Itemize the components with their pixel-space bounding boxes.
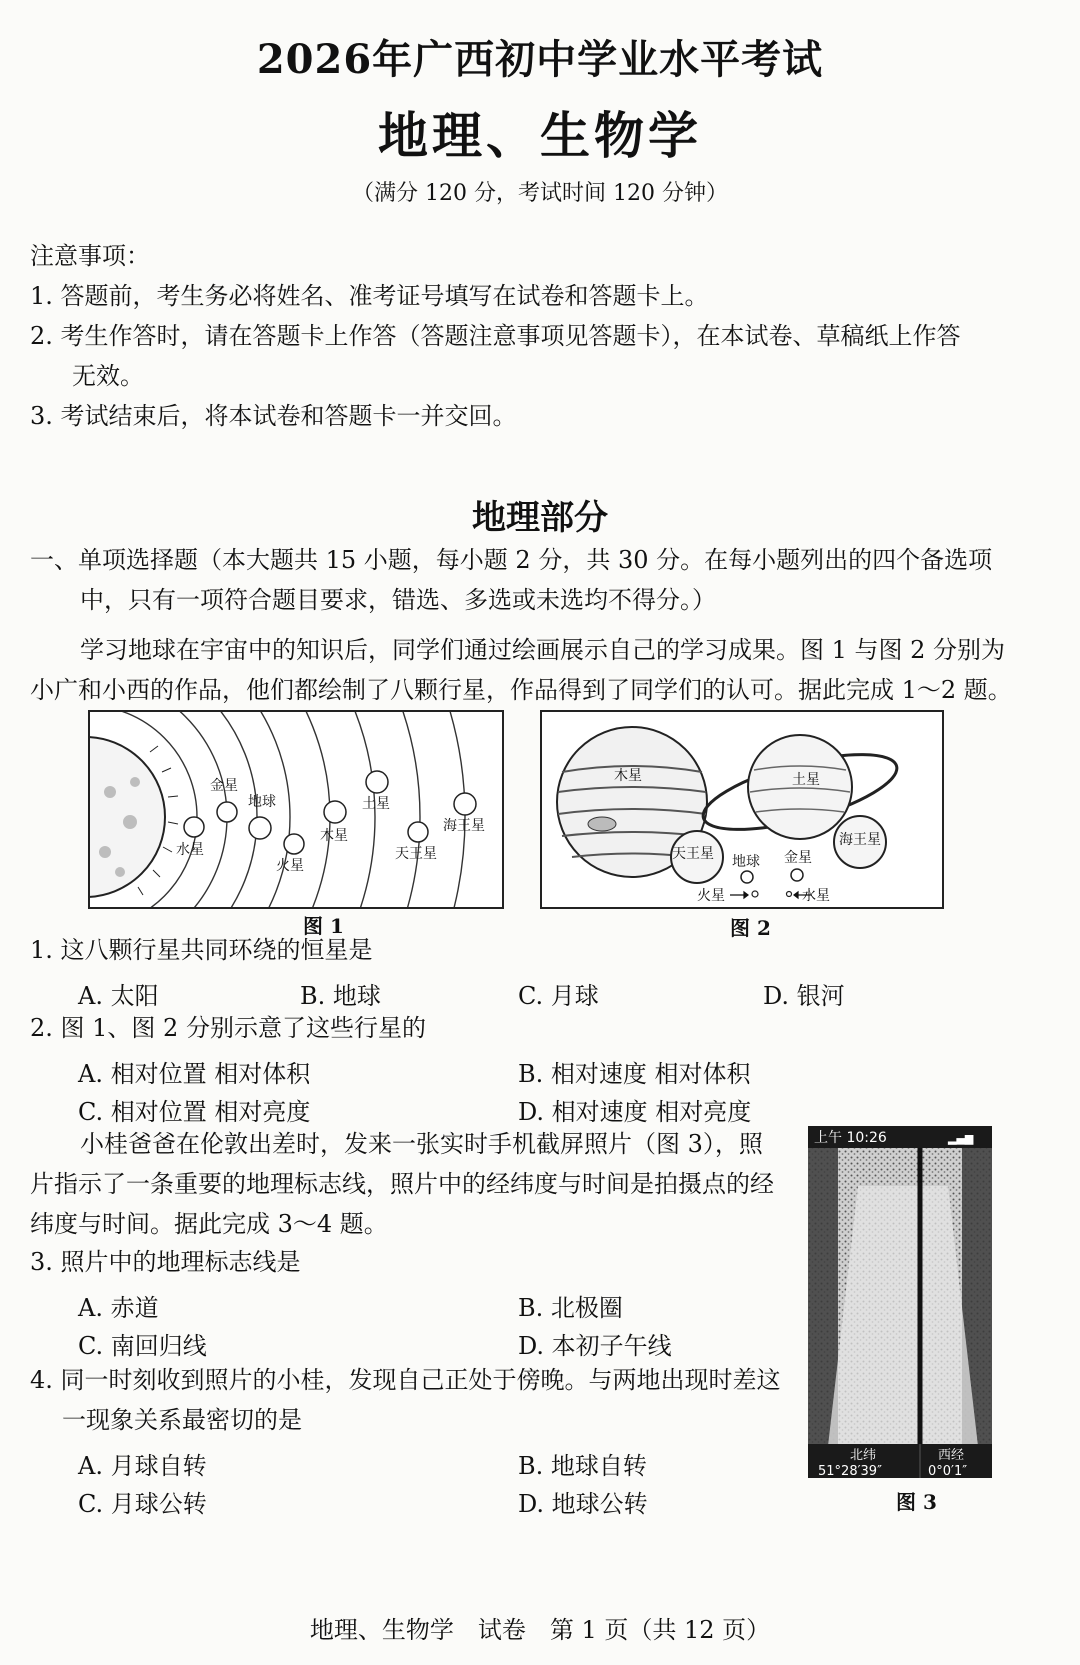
label-saturn: 土星 xyxy=(362,796,390,812)
q3-option-c: C. 南回归线 xyxy=(78,1332,207,1360)
planet-uranus xyxy=(408,822,428,842)
label-jupiter: 木星 xyxy=(320,828,348,844)
label2-mars: 火星 xyxy=(697,888,725,904)
intro2-line-3: 纬度与时间。据此完成 3～4 题。 xyxy=(30,1210,388,1238)
label2-venus: 金星 xyxy=(784,850,812,866)
q1-option-c: C. 月球 xyxy=(518,982,599,1010)
q2-option-a: A. 相对位置 相对体积 xyxy=(78,1060,311,1088)
figure-2 xyxy=(540,710,944,909)
figure-3-caption: 图 3 xyxy=(896,1490,937,1514)
lat-label: 北纬 xyxy=(850,1448,877,1463)
label-mercury: 水星 xyxy=(176,842,204,858)
section-title: 地理部分 xyxy=(472,498,608,538)
notice-item-1: 1. 答题前，考生务必将姓名、准考证号填写在试卷和答题卡上。 xyxy=(30,282,709,310)
q4-option-c: C. 月球公转 xyxy=(78,1490,207,1518)
svg-text:▂▄▆: ▂▄▆ xyxy=(948,1132,974,1145)
q4-option-a: A. 月球自转 xyxy=(78,1452,207,1480)
notice-item-3: 3. 考试结束后，将本试卷和答题卡一并交回。 xyxy=(30,402,517,430)
figure-3-photo xyxy=(808,1126,992,1478)
figure-3-drawing xyxy=(808,1126,992,1478)
figure-2-caption: 图 2 xyxy=(730,916,771,940)
planet-jupiter xyxy=(324,801,346,823)
q1-option-b: B. 地球 xyxy=(300,982,381,1010)
phone-time: 上午 10:26 xyxy=(814,1130,887,1146)
planet-venus xyxy=(217,802,237,822)
small-venus xyxy=(791,869,803,881)
planet-earth xyxy=(249,817,271,839)
label-earth: 地球 xyxy=(248,794,276,810)
q1-option-d: D. 银河 xyxy=(763,982,845,1010)
planet-saturn xyxy=(366,771,388,793)
q2-option-d: D. 相对速度 相对亮度 xyxy=(518,1098,752,1126)
lat-value: 51°28′39″ xyxy=(818,1464,882,1478)
q3-option-b: B. 北极圈 xyxy=(518,1294,623,1322)
planet-neptune xyxy=(454,793,476,815)
part1-line-1: 一、单项选择题（本大题共 15 小题，每小题 2 分，共 30 分。在每小题列出的四个备选项 xyxy=(30,546,993,574)
q1-stem: 1. 这八颗行星共同环绕的恒星是 xyxy=(30,936,373,964)
intro2-line-2: 片指示了一条重要的地理标志线，照片中的经纬度与时间是拍摄点的经 xyxy=(30,1170,774,1198)
small-mars xyxy=(752,891,758,897)
intro2-line-1: 小桂爸爸在伦敦出差时，发来一张实时手机截屏照片（图 3），照 xyxy=(80,1130,763,1158)
label-venus: 金星 xyxy=(210,778,238,794)
subject-title: 地理、生物学 xyxy=(378,107,702,165)
label2-neptune: 海王星 xyxy=(839,832,881,848)
intro1-line-2: 小广和小西的作品，他们都绘制了八颗行星，作品得到了同学们的认可。据此完成 1～2 题。 xyxy=(30,676,1012,704)
label-uranus: 天王星 xyxy=(395,846,437,862)
exam-meta: （满分 120 分，考试时间 120 分钟） xyxy=(352,181,728,206)
notice-item-2-cont: 无效。 xyxy=(72,362,144,390)
planet-mercury xyxy=(184,817,204,837)
q2-option-c: C. 相对位置 相对亮度 xyxy=(78,1098,311,1126)
label-mars: 火星 xyxy=(276,858,304,874)
q2-stem: 2. 图 1、图 2 分别示意了这些行星的 xyxy=(30,1014,426,1042)
exam-title: 2026年广西初中学业水平考试 xyxy=(256,36,824,83)
q4-option-d: D. 地球公转 xyxy=(518,1490,648,1518)
small-mercury xyxy=(787,892,792,897)
q4-line-1: 4. 同一时刻收到照片的小桂，发现自己正处于傍晚。与两地出现时差这 xyxy=(30,1366,781,1394)
figure-2-drawing xyxy=(542,712,942,907)
q2-option-b: B. 相对速度 相对体积 xyxy=(518,1060,751,1088)
q3-option-d: D. 本初子午线 xyxy=(518,1332,672,1360)
q1-option-a: A. 太阳 xyxy=(78,982,159,1010)
planet-mars xyxy=(284,834,304,854)
notice-title: 注意事项： xyxy=(30,242,150,270)
lon-label: 西经 xyxy=(938,1448,965,1463)
lon-value: 0°0′1″ xyxy=(928,1464,968,1478)
intro1-line-1: 学习地球在宇宙中的知识后，同学们通过绘画展示自己的学习成果。图 1 与图 2 分别为 xyxy=(80,636,1006,664)
q3-option-a: A. 赤道 xyxy=(78,1294,159,1322)
notice-item-2: 2. 考生作答时，请在答题卡上作答（答题注意事项见答题卡），在本试卷、草稿纸上作答 xyxy=(30,322,961,350)
label2-uranus: 天王星 xyxy=(672,846,714,862)
label2-jupiter: 木星 xyxy=(614,768,642,784)
label2-earth: 地球 xyxy=(732,854,760,870)
figure-1-drawing xyxy=(90,712,502,907)
label2-saturn: 土星 xyxy=(792,772,820,788)
figure-1-caption: 图 1 xyxy=(303,914,344,938)
label2-mercury: 水星 xyxy=(802,888,830,904)
q4-option-b: B. 地球自转 xyxy=(518,1452,647,1480)
q4-line-2: 一现象关系最密切的是 xyxy=(62,1406,302,1434)
q3-stem: 3. 照片中的地理标志线是 xyxy=(30,1248,301,1276)
figure-1 xyxy=(88,710,504,909)
label-neptune: 海王星 xyxy=(443,818,485,834)
part1-line-2: 中，只有一项符合题目要求，错选、多选或未选均不得分。） xyxy=(80,586,716,614)
small-earth xyxy=(741,871,753,883)
page-footer: 地理、生物学 试卷 第 1 页（共 12 页） xyxy=(309,1616,771,1644)
